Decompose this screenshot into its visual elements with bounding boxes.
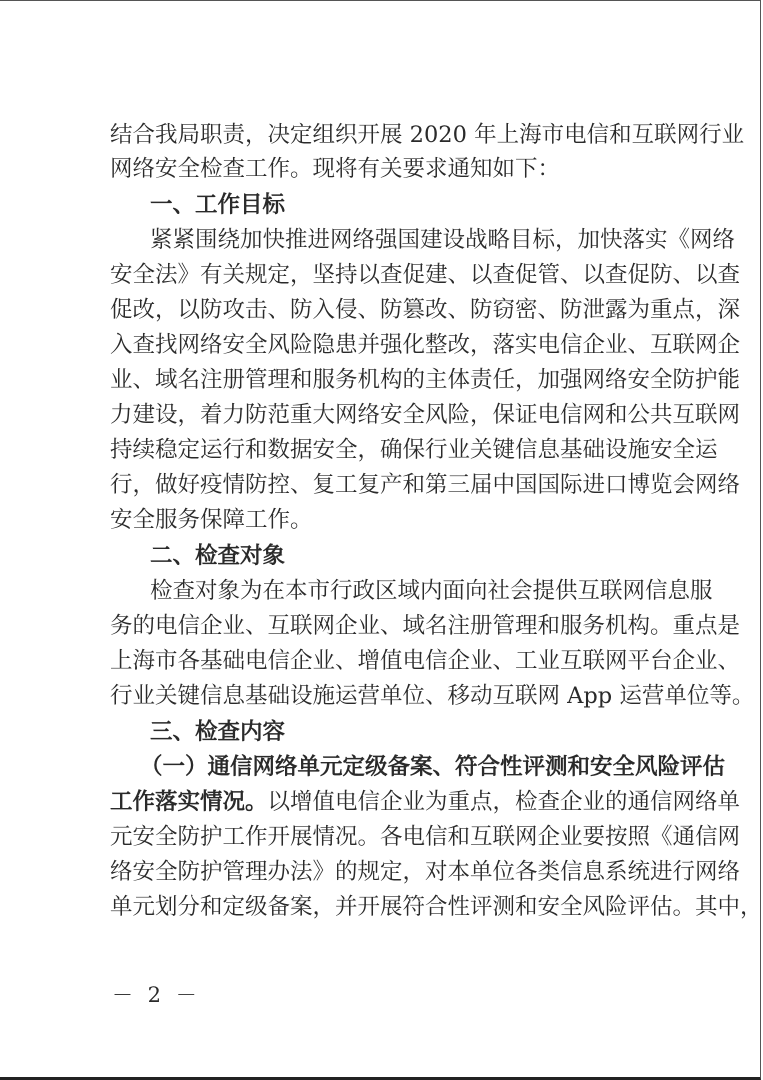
paragraph-line: 持续稳定运行和数据安全，确保行业关键信息基础设施安全运	[110, 437, 718, 463]
paragraph-line: 入查找网络安全风险隐患并强化整改，落实电信企业、互联网企	[110, 332, 741, 358]
paragraph-line: 安全服务保障工作。	[110, 507, 313, 533]
section-heading-targets: 二、检查对象	[150, 543, 286, 569]
paragraph-line: 业、域名注册管理和服务机构的主体责任，加强网络安全防护能	[110, 367, 741, 393]
paragraph-text: 以增值电信企业为重点，检查企业的通信网络单	[267, 789, 741, 815]
paragraph-line: 网络安全检查工作。现将有关要求通知如下：	[110, 156, 561, 182]
section-heading-content: 三、检查内容	[150, 719, 286, 745]
subsection-heading: （一）通信网络单元定级备案、符合性评测和安全风险评估	[140, 754, 726, 780]
paragraph-line: 力建设，着力防范重大网络安全风险，保证电信网和公共互联网	[110, 402, 741, 428]
paragraph-line: 络安全防护管理办法》的规定，对本单位各类信息系统进行网络	[110, 859, 741, 885]
paragraph-line: 元安全防护工作开展情况。各电信和互联网企业要按照《通信网	[110, 824, 741, 850]
paragraph-line: 检查对象为在本市行政区域内面向社会提供互联网信息服	[150, 578, 713, 604]
paragraph-line: 单元划分和定级备案，并开展符合性评测和安全风险评估。其中，	[110, 894, 763, 920]
paragraph-line: 行，做好疫情防控、复工复产和第三届中国国际进口博览会网络	[110, 472, 741, 498]
paragraph-line: 促改，以防攻击、防入侵、防篡改、防窃密、防泄露为重点，深	[110, 297, 741, 323]
page-number: － 2 －	[112, 983, 201, 1007]
bold-lead-text: 工作落实情况。	[110, 789, 268, 815]
paragraph-line: 安全法》有关规定，坚持以查促建、以查促管、以查促防、以查	[110, 262, 741, 288]
paragraph-line: 结合我局职责，决定组织开展 2020 年上海市电信和互联网行业	[110, 122, 745, 148]
section-heading-goals: 一、工作目标	[150, 192, 286, 218]
paragraph-line	[110, 786, 741, 818]
paragraph-line: 上海市各基础电信企业、增值电信企业、工业互联网平台企业、	[110, 648, 741, 674]
paragraph-line: 行业关键信息基础设施运营单位、移动互联网 App 运营单位等。	[110, 683, 755, 709]
paragraph-line: 紧紧围绕加快推进网络强国建设战略目标，加快落实《网络	[150, 227, 736, 253]
paragraph-line: 务的电信企业、互联网企业、域名注册管理和服务机构。重点是	[110, 613, 741, 639]
